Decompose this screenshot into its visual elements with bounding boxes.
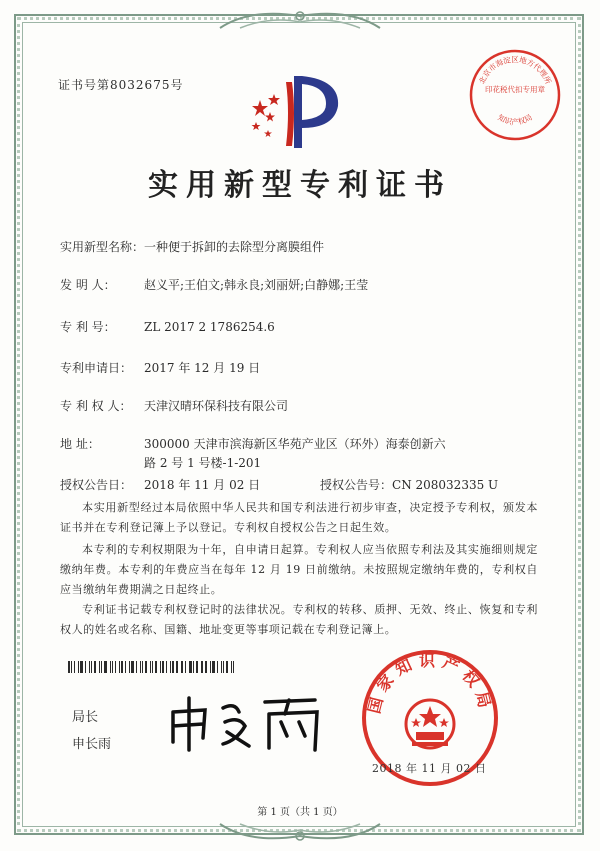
field-label: 专 利 号： [60, 320, 116, 334]
barcode-bar [193, 661, 194, 673]
page-number: 第 1 页（共 1 页） [257, 807, 343, 818]
barcode-bar [181, 661, 182, 673]
signature-name: 申长雨 [72, 737, 112, 752]
barcode-bar [94, 661, 96, 673]
barcode-bar [91, 661, 92, 673]
barcode-bar [185, 661, 186, 673]
barcode-bar [166, 661, 167, 673]
barcode-bar [101, 661, 102, 673]
barcode-bar [217, 661, 218, 673]
agency-seal-bottom: 知识产权局 [496, 112, 534, 127]
barcode-bar [205, 661, 207, 673]
agency-seal [468, 48, 562, 142]
barcode-bar [160, 661, 161, 673]
field-label: 授权公告日： [60, 478, 133, 492]
bottom-ornament [210, 818, 390, 846]
certificate-number-suffix: 号 [170, 78, 184, 92]
barcode-bar [78, 661, 80, 673]
barcode-bar [112, 661, 113, 673]
field-value: CN 208032335 U [392, 478, 499, 492]
barcode-bar [140, 661, 141, 673]
field-label: 实用新型名称： [60, 240, 145, 254]
barcode-bar [145, 661, 147, 673]
certificate-number-value: 8032675 [110, 78, 171, 92]
agency-seal-text: 北京市海淀区地方代理所 [477, 55, 553, 86]
patent-office-logo [246, 72, 346, 152]
barcode-bar [233, 661, 234, 673]
barcode-bar [125, 661, 126, 673]
field-value: 天津汉晴环保科技有限公司 [144, 399, 289, 413]
barcode-bar [115, 661, 117, 673]
barcode-bar [129, 661, 130, 673]
signature-title: 局长 [72, 710, 99, 725]
barcode-bar [68, 661, 70, 673]
barcode-bar [89, 661, 90, 673]
state-seal-text: 国家知识产权局 [364, 651, 496, 716]
barcode-bar [196, 661, 198, 673]
barcode-bar [142, 661, 143, 673]
barcode-bar [152, 661, 153, 673]
body-paragraph-3: 专利证书记载专利权登记时的法律状况。专利权的转移、质押、无效、终止、恢复和专利权人的姓名或名称、国籍、地址变更等事项记载在专利登记簿上。 [60, 603, 538, 636]
state-seal-date: 2018 年 11 月 02 日 [372, 762, 487, 775]
certificate-title: 实用新型专利证书 [148, 168, 452, 203]
field-grant-date [60, 476, 498, 493]
field-value: 路 2 号 1 号楼-1-201 [144, 456, 262, 470]
field-value: ZL 2017 2 1786254.6 [144, 320, 275, 334]
barcode-bar [71, 661, 72, 673]
top-ornament [210, 6, 390, 34]
barcode-bar [131, 661, 134, 673]
barcode-bar [176, 661, 178, 673]
barcode-bar [80, 661, 83, 673]
field-inventor [60, 276, 368, 293]
field-patent-number [60, 318, 275, 335]
barcode-bar [136, 661, 138, 673]
national-emblem-icon [406, 700, 454, 748]
certificate-number-label: 证书号第 [58, 78, 111, 92]
barcode-bar [99, 661, 101, 673]
body-paragraph-2: 本专利的专利权期限为十年，自申请日起算。专利权人应当依照专利法及其实施细则规定缴纳年费。本专利的年费应当在每年 12 月 19 日前缴纳。未按照规定缴纳年费的，专利权自应当缴纳年费期满之日起终止。 [60, 543, 538, 596]
field-address [60, 435, 446, 452]
barcode-bar [119, 661, 120, 673]
barcode-bar [172, 661, 174, 673]
barcode-bar [202, 661, 203, 673]
field-label: 发 明 人： [60, 278, 116, 292]
barcode-bar [226, 661, 228, 673]
field-utility-model-name [60, 238, 324, 255]
certificate-number [58, 76, 183, 93]
field-filing-date [60, 359, 260, 376]
agency-seal-inner: 印花税代扣专用章 [485, 85, 545, 94]
field-label: 地 址： [60, 437, 100, 451]
barcode-bar [162, 661, 164, 673]
barcode-bar [212, 661, 215, 673]
barcode-bar [231, 661, 232, 673]
svg-text:国家知识产权局 [364, 651, 495, 716]
barcode-bar [223, 661, 225, 673]
field-label: 专利申请日： [60, 361, 133, 375]
field-address-line2 [144, 454, 261, 471]
barcode-bar [110, 661, 111, 673]
field-value: 赵义平;王伯文;韩永良;刘丽妍;白静娜;王莹 [144, 278, 369, 292]
barcode-bar [74, 661, 75, 673]
handwritten-signature [165, 692, 335, 754]
barcode-bar [170, 661, 171, 673]
field-label: 授权公告号： [320, 478, 393, 492]
barcode [68, 661, 236, 673]
barcode-bar [201, 661, 202, 673]
svg-text:知识产权局 [496, 112, 533, 127]
body-paragraph-1: 本实用新型经过本局依照中华人民共和国专利法进行初步审查，决定授予专利权，颁发本证书并在专利登记簿上予以登记。专利权自授权公告之日起生效。 [60, 501, 538, 534]
barcode-bar [121, 661, 123, 673]
barcode-bar [182, 661, 183, 673]
field-value: 2017 年 12 月 19 日 [144, 361, 261, 375]
barcode-bar [85, 661, 86, 673]
barcode-bar [189, 661, 192, 673]
barcode-bar [155, 661, 158, 673]
svg-text:印花税代扣专用章 [485, 84, 545, 94]
barcode-bar [150, 661, 151, 673]
field-value: 300000 天津市滨海新区华苑产业区（环外）海泰创新六 [144, 437, 446, 451]
field-label: 专 利 权 人： [60, 399, 132, 413]
field-patentee [60, 397, 288, 414]
barcode-bar [221, 661, 222, 673]
barcode-bar [210, 661, 211, 673]
field-value: 一种便于拆卸的去除型分离膜组件 [144, 240, 325, 254]
field-value: 2018 年 11 月 02 日 [144, 478, 261, 492]
barcode-bar [104, 661, 107, 673]
